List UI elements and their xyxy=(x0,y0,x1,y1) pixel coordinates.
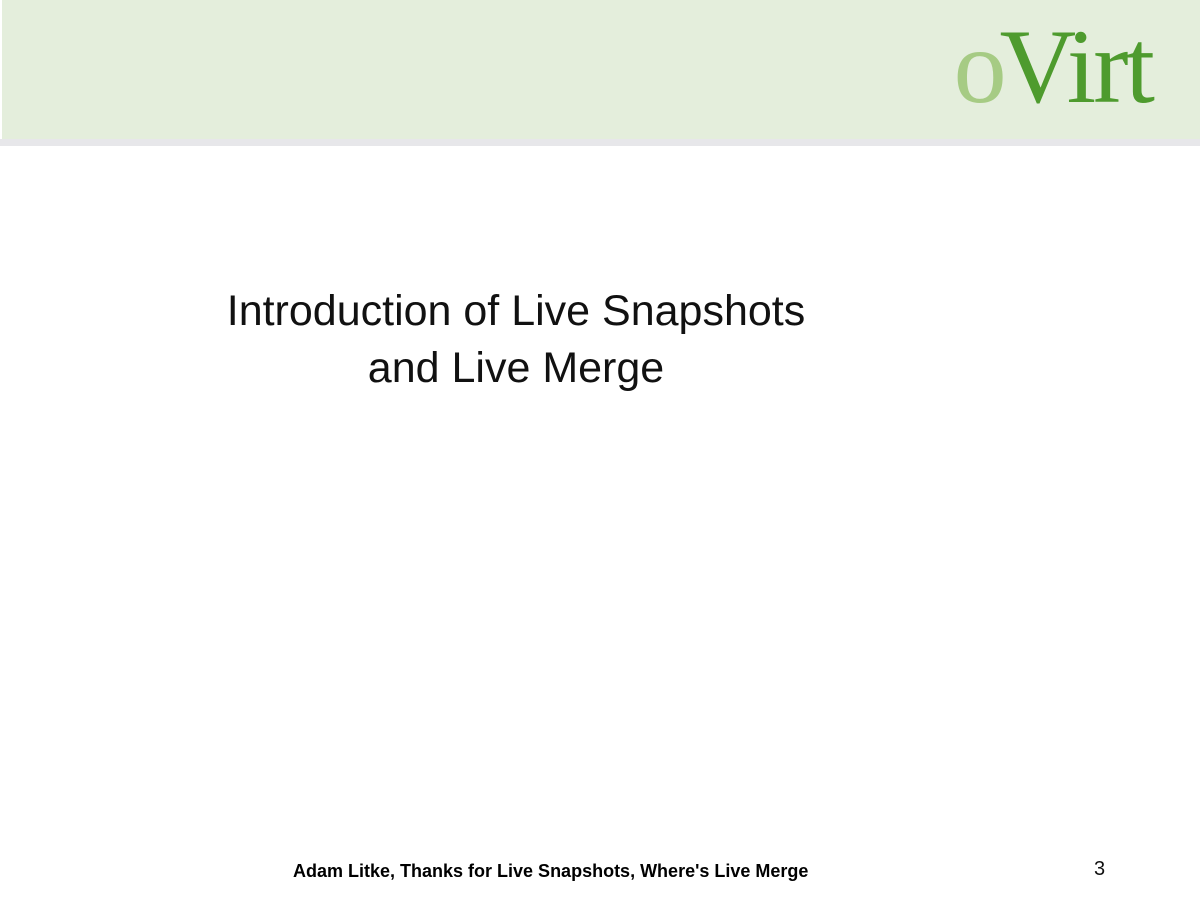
page-number: 3 xyxy=(1094,858,1106,880)
ovirt-logo-virt: Virt xyxy=(999,8,1152,125)
footer-attribution: Adam Litke, Thanks for Live Snapshots, Where's Live Merge xyxy=(293,861,809,881)
slide-title xyxy=(150,283,882,397)
slide-title-line2: and Live Merge xyxy=(367,344,665,392)
header-divider-line xyxy=(0,139,1200,146)
ovirt-logo-o: o xyxy=(953,8,1004,125)
header-band xyxy=(2,0,1200,139)
ovirt-logo xyxy=(953,8,1152,125)
slide-title-line1: Introduction of Live Snapshots xyxy=(226,287,806,335)
